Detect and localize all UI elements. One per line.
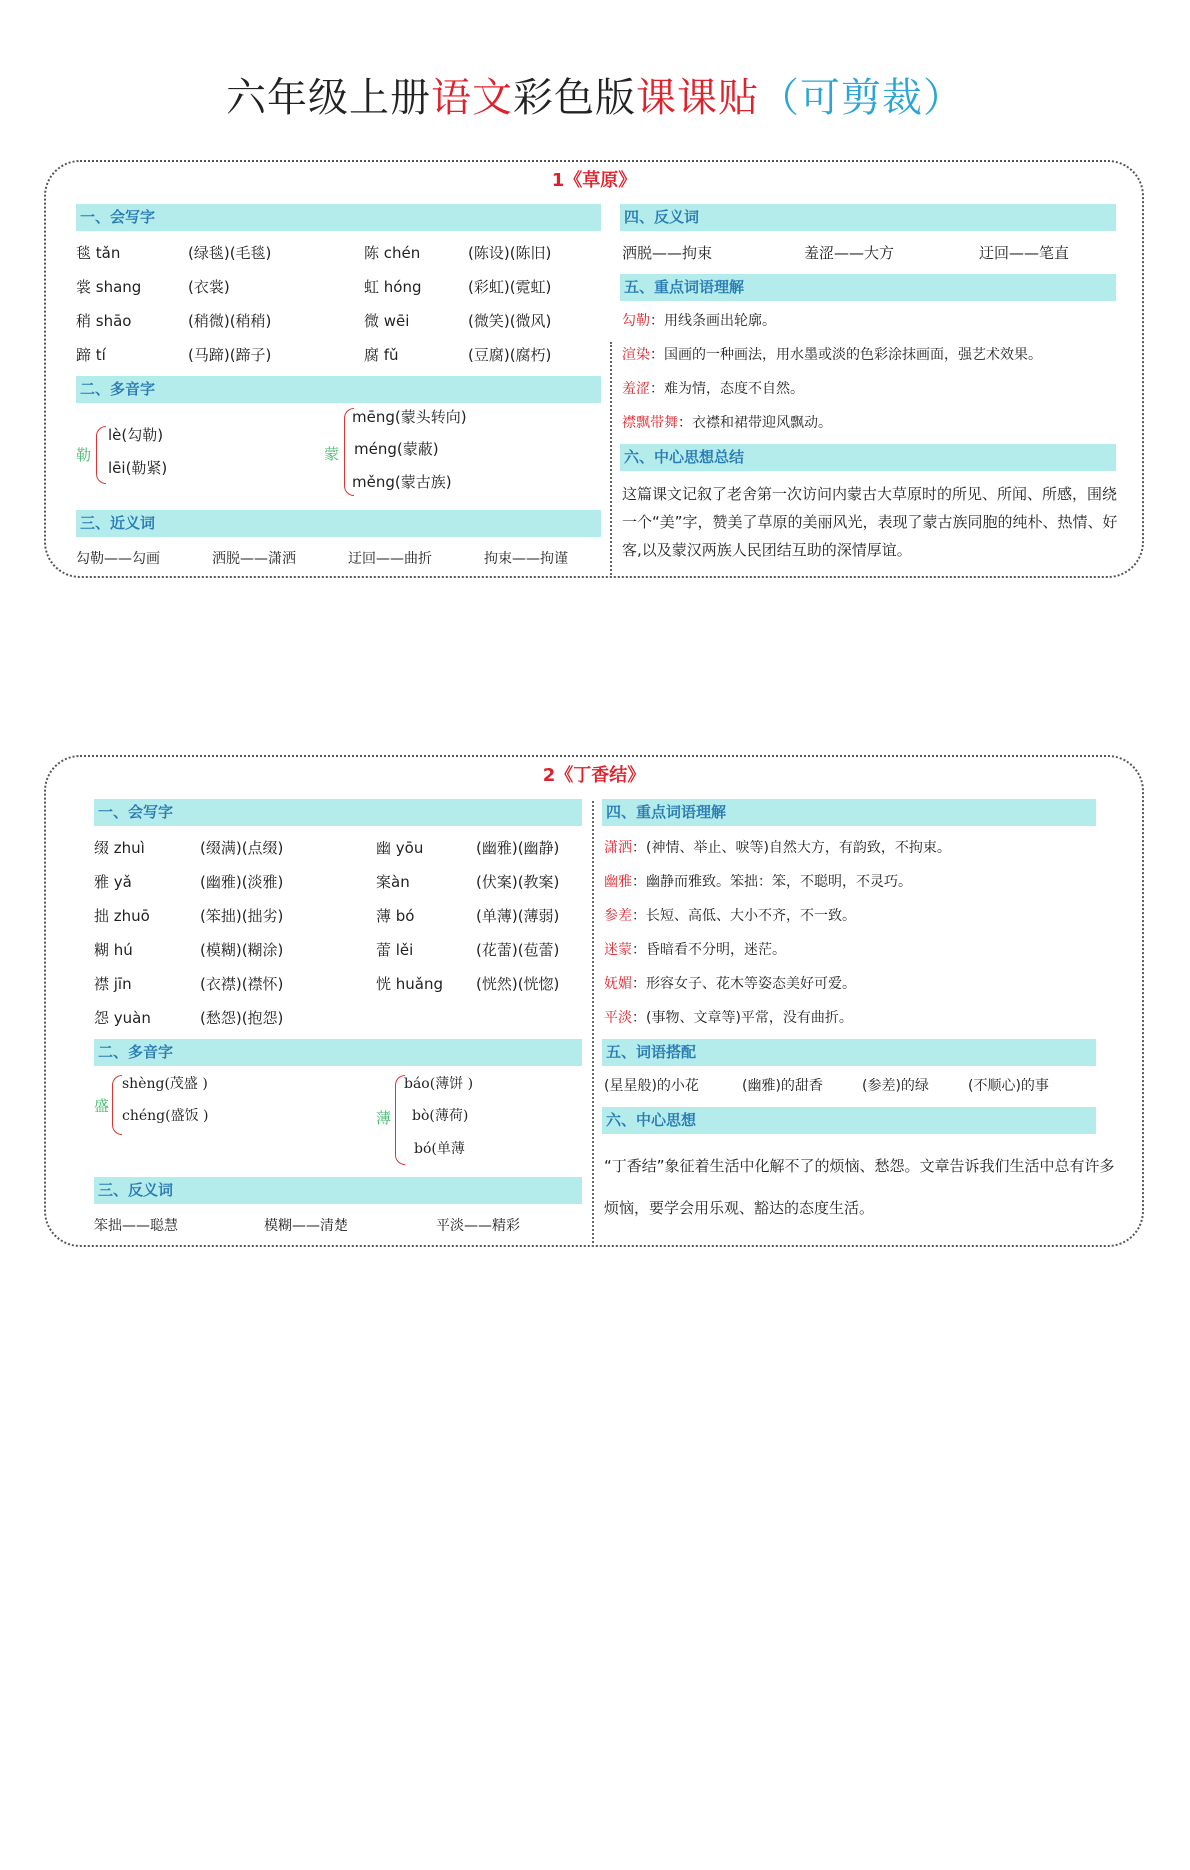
char-pinyin: 糊 hú (94, 941, 133, 959)
word-sep: ： (632, 1010, 646, 1026)
word-def: 难为情，态度不自然。 (664, 381, 804, 397)
card-title: 1《草原》 (551, 170, 637, 191)
char-words: (陈设)(陈旧) (468, 244, 552, 262)
word-term: 幽雅 (604, 874, 632, 890)
collocation-item: (参差)的绿 (862, 1078, 929, 1094)
polyphone-char: 蒙 (324, 445, 340, 463)
word-term: 潇洒 (604, 840, 632, 856)
char-words: (模糊)(糊涂) (200, 941, 284, 959)
char-words: (微笑)(微风) (468, 312, 552, 330)
word-term: 襟飘带舞 (622, 415, 678, 431)
title-part-highlight: 课课贴 (636, 75, 759, 121)
word-def: (事物、文章等)平常，没有曲折。 (646, 1010, 853, 1026)
brace-icon (112, 1075, 122, 1135)
char-pinyin: 腐 fǔ (364, 346, 399, 364)
word-term: 渲染 (622, 347, 650, 363)
word-definition (604, 939, 786, 961)
word-term: 妩媚 (604, 976, 632, 992)
word-term: 勾勒 (622, 313, 650, 329)
word-definition (604, 973, 856, 995)
polyphone-reading: lè(勾勒) (108, 426, 164, 444)
char-pinyin: 稍 shāo (76, 312, 132, 330)
word-definition (604, 871, 912, 893)
section-header-write: 一、会写字 (76, 204, 601, 231)
antonym-pair: 迂回——笔直 (979, 244, 1070, 262)
word-def: 幽静而雅致。笨拙：笨，不聪明，不灵巧。 (646, 874, 912, 890)
section-header-key-words: 四、重点词语理解 (602, 799, 1096, 826)
synonym-pair: 洒脱——潇洒 (212, 551, 296, 567)
char-words: (幽雅)(淡雅) (200, 873, 284, 891)
word-def: 长短、高低、大小不齐，不一致。 (646, 908, 856, 924)
word-term: 迷蒙 (604, 942, 632, 958)
char-words: (花蕾)(苞蕾) (476, 941, 560, 959)
word-definition (622, 378, 804, 400)
polyphone-char: 盛 (94, 1097, 110, 1115)
collocation-item: (不顺心)的事 (968, 1078, 1049, 1094)
polyphone-reading: mēng(蒙头转向) (352, 408, 467, 426)
word-definition (622, 310, 776, 332)
char-words: (衣裳) (188, 278, 230, 296)
synonym-pair: 迂回——曲折 (348, 551, 432, 567)
polyphone-char: 薄 (376, 1109, 392, 1127)
section-header-key-words: 五、重点词语理解 (620, 274, 1116, 301)
word-term: 参差 (604, 908, 632, 924)
char-words: (稍微)(稍稍) (188, 312, 272, 330)
char-words: (衣襟)(襟怀) (200, 975, 284, 993)
char-pinyin: 拙 zhuō (94, 907, 150, 925)
polyphone-reading: měng(蒙古族) (352, 473, 452, 491)
word-def: 昏暗看不分明，迷茫。 (646, 942, 786, 958)
word-sep: ： (650, 347, 664, 363)
section-header-synonyms: 三、近义词 (76, 510, 601, 537)
antonym-pair: 洒脱——拘束 (622, 244, 713, 262)
polyphone-reading: chéng(盛饭 ) (122, 1108, 209, 1124)
polyphone-reading: méng(蒙蔽) (354, 440, 439, 458)
char-pinyin: 陈 chén (364, 244, 421, 262)
brace-icon (96, 426, 106, 484)
section-header-write: 一、会写字 (94, 799, 582, 826)
polyphone-reading: bò(薄荷) (412, 1108, 469, 1124)
char-pinyin: 雅 yǎ (94, 873, 132, 891)
word-definition (604, 1007, 853, 1029)
char-pinyin: 毯 tǎn (76, 244, 121, 262)
word-def: (神情、举止、唳等)自然大方，有韵致，不拘束。 (646, 840, 951, 856)
char-pinyin: 微 wēi (364, 312, 410, 330)
char-words: (缀满)(点缀) (200, 839, 284, 857)
word-sep: ： (632, 874, 646, 890)
char-pinyin: 缀 zhuì (94, 839, 145, 857)
collocation-item: (星星般)的小花 (604, 1078, 699, 1094)
char-words: (愁怨)(抱怨) (200, 1009, 284, 1027)
column-divider (610, 342, 612, 578)
section-header-summary: 六、中心思想 (602, 1107, 1096, 1134)
word-def: 衣襟和裙带迎风飘动。 (692, 415, 832, 431)
char-words: (恍然)(恍惚) (476, 975, 560, 993)
char-words: (马蹄)(蹄子) (188, 346, 272, 364)
section-header-polyphone: 二、多音字 (76, 376, 601, 403)
word-sep: ： (632, 976, 646, 992)
char-pinyin: 裳 shang (76, 278, 142, 296)
section-header-antonyms: 三、反义词 (94, 1177, 582, 1204)
char-words: (绿毯)(毛毯) (188, 244, 272, 262)
word-sep: ： (632, 840, 646, 856)
char-words: (笨拙)(拙劣) (200, 907, 284, 925)
polyphone-reading: báo(薄饼 ) (404, 1076, 474, 1092)
polyphone-reading: bó(单薄 (414, 1141, 465, 1157)
char-pinyin: 案àn (376, 873, 410, 891)
word-def: 用线条画出轮廓。 (664, 313, 776, 329)
word-term: 羞涩 (622, 381, 650, 397)
title-part-note: （可剪裁） (759, 75, 964, 121)
char-pinyin: 蕾 lěi (376, 941, 414, 959)
word-definition (604, 905, 856, 927)
word-term: 平淡 (604, 1010, 632, 1026)
column-divider (592, 801, 594, 1247)
synonym-pair: 拘束——拘谨 (484, 551, 568, 567)
section-header-collocations: 五、词语搭配 (602, 1039, 1096, 1066)
polyphone-char: 勒 (76, 446, 92, 464)
synonym-pair: 勾勒——勾画 (76, 551, 160, 567)
char-words: (单薄)(薄弱) (476, 907, 560, 925)
char-pinyin: 怨 yuàn (94, 1009, 151, 1027)
title-part: 彩色版 (513, 75, 636, 121)
char-words: (伏案)(教案) (476, 873, 560, 891)
antonym-pair: 笨拙——聪慧 (94, 1218, 178, 1234)
char-pinyin: 虹 hóng (364, 278, 422, 296)
word-definition (622, 344, 1042, 366)
section-header-polyphone: 二、多音字 (94, 1039, 582, 1066)
antonym-pair: 模糊——清楚 (264, 1218, 348, 1234)
word-sep: ： (650, 381, 664, 397)
section-header-antonyms: 四、反义词 (620, 204, 1116, 231)
char-words: (彩虹)(霓虹) (468, 278, 552, 296)
word-sep: ： (650, 313, 664, 329)
lesson-card-1 (44, 160, 1144, 578)
word-def: 国画的一种画法，用水墨或淡的色彩涂抹画面，强艺术效果。 (664, 347, 1042, 363)
card-title: 2《丁香结》 (542, 765, 646, 786)
antonym-pair: 羞涩——大方 (804, 244, 895, 262)
char-pinyin: 襟 jīn (94, 975, 132, 993)
char-pinyin: 幽 yōu (376, 839, 424, 857)
word-sep: ： (678, 415, 692, 431)
char-pinyin: 薄 bó (376, 907, 415, 925)
section-header-summary: 六、中心思想总结 (620, 444, 1116, 471)
page-title (0, 70, 1190, 126)
word-definition (622, 412, 832, 434)
word-def: 形容女子、花木等姿态美好可爱。 (646, 976, 856, 992)
word-sep: ： (632, 942, 646, 958)
char-words: (豆腐)(腐朽) (468, 346, 552, 364)
title-part: 六年级上册 (226, 75, 431, 121)
lesson-card-2 (44, 755, 1144, 1247)
collocation-item: (幽雅)的甜香 (742, 1078, 823, 1094)
summary-text: “丁香结”象征着生活中化解不了的烦恼、愁怨。文章告诉我们生活中总有许多烦恼，要学会用乐观、豁达的态度生活。 (604, 1157, 1115, 1217)
char-pinyin: 恍 huǎng (376, 975, 444, 993)
char-words: (幽雅)(幽静) (476, 839, 560, 857)
antonym-pair: 平淡——精彩 (436, 1218, 520, 1234)
word-sep: ： (632, 908, 646, 924)
title-part-highlight: 语文 (431, 75, 513, 121)
word-definition (604, 837, 951, 859)
polyphone-reading: lēi(勒紧) (108, 459, 168, 477)
polyphone-reading: shèng(茂盛 ) (122, 1076, 208, 1092)
char-pinyin: 蹄 tí (76, 346, 106, 364)
summary-text: 这篇课文记叙了老舍第一次访问内蒙古大草原时的所见、所闻、所感，围绕一个“美”字，赞美了草原的美丽风光，表现了蒙古族同胞的纯朴、热情、好客,以及蒙汉两族人民团结互助的深情厚谊。 (622, 485, 1118, 559)
